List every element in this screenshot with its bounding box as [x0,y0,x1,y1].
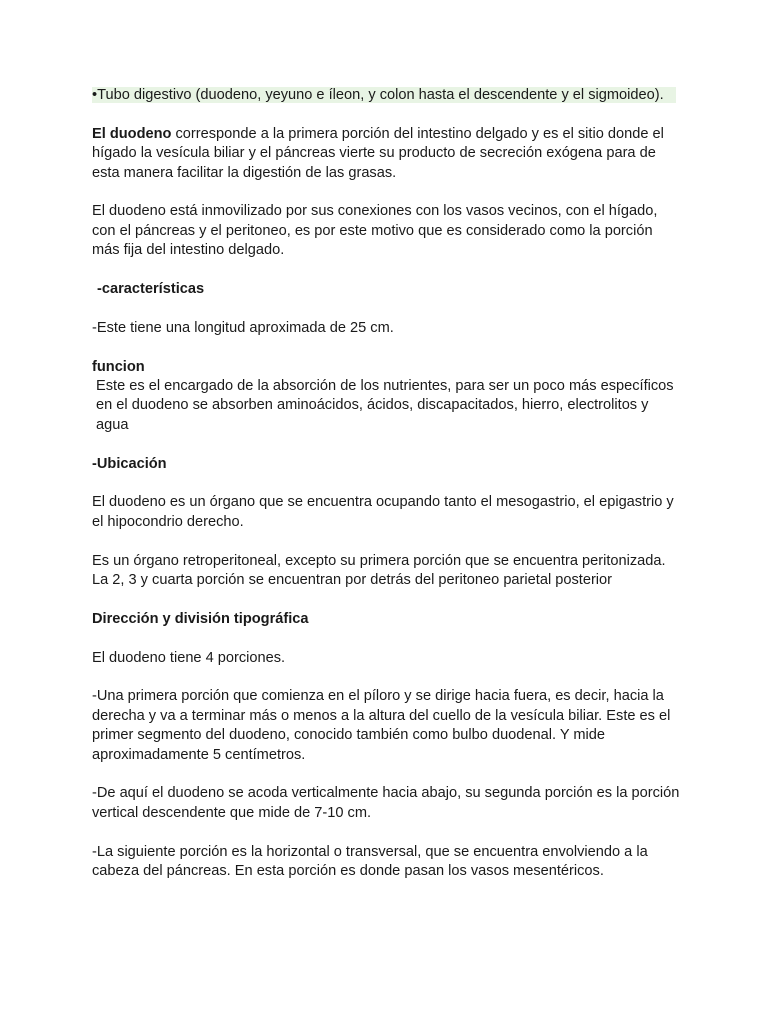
funcion-paragraph: Este es el encargado de la absorción de los nutrientes, para ser un poco más específicos en el duodeno se absorben aminoácidos, ácidos, discapacitados, hierro, electrolitos y agua [96,378,674,433]
tercera-porcion-paragraph: -La siguiente porción es la horizontal o transversal, que se encuentra envolviendo a la cabeza del páncreas. En esta porción es donde pasan los vasos mesentéricos. [92,843,648,880]
primera-porcion-paragraph: -Una primera porción que comienza en el píloro y se dirige hacia fuera, es decir, hacia la derecha y va a terminar más o menos a la altura del cuello de la vesícula biliar. Este es el primer segmento del duodeno, conocido también como bulbo duodenal. Y mide aproximadamente 5 centímetros. [92,688,671,763]
direccion-heading: Dirección y división tipográfica [92,610,309,627]
intro-paragraph [92,86,682,105]
ubicacion-paragraph: El duodeno es un órgano que se encuentra ocupando tanto el mesogastrio, el epigastrio y el hipocondrio derecho. [92,494,674,530]
retroperitoneal-paragraph: Es un órgano retroperitoneal, excepto su primera porción que se encuentra peritonizada. La 2, 3 y cuarta porción se encuentran por detrás del peritoneo parietal posterior [92,552,666,589]
duodeno-paragraph [92,125,682,183]
duodeno-term: El duodeno [92,125,172,142]
segunda-porcion-paragraph: -De aquí el duodeno se acoda verticalmente hacia abajo, su segunda porción es la porción vertical descendente que mide de 7-10 cm. [92,785,680,821]
document-page [92,86,682,901]
porciones-paragraph: El duodeno tiene 4 porciones. [92,649,286,666]
funcion-heading: funcion [92,358,145,375]
longitud-paragraph: -Este tiene una longitud aproximada de 25 cm. [92,319,394,336]
inmovilizado-paragraph: El duodeno está inmovilizado por sus conexiones con los vasos vecinos, con el hígado, con el páncreas y el peritoneo, es por este motivo que es considerado como la porción más fija del intestino delgado. [92,203,658,259]
ubicacion-heading: -Ubicación [92,455,167,472]
caracteristicas-heading: -características [97,281,205,298]
intro-highlight: •Tubo digestivo (duodeno, yeyuno e íleon, y colon hasta el descendente y el sigmoideo). [92,87,676,103]
duodeno-definition: corresponde a la primera porción del intestino delgado y es el sitio donde el hígado la vesícula biliar y el páncreas vierte su producto de secreción exógena para de esta manera facilitar la digestión de las grasas. [92,125,664,181]
